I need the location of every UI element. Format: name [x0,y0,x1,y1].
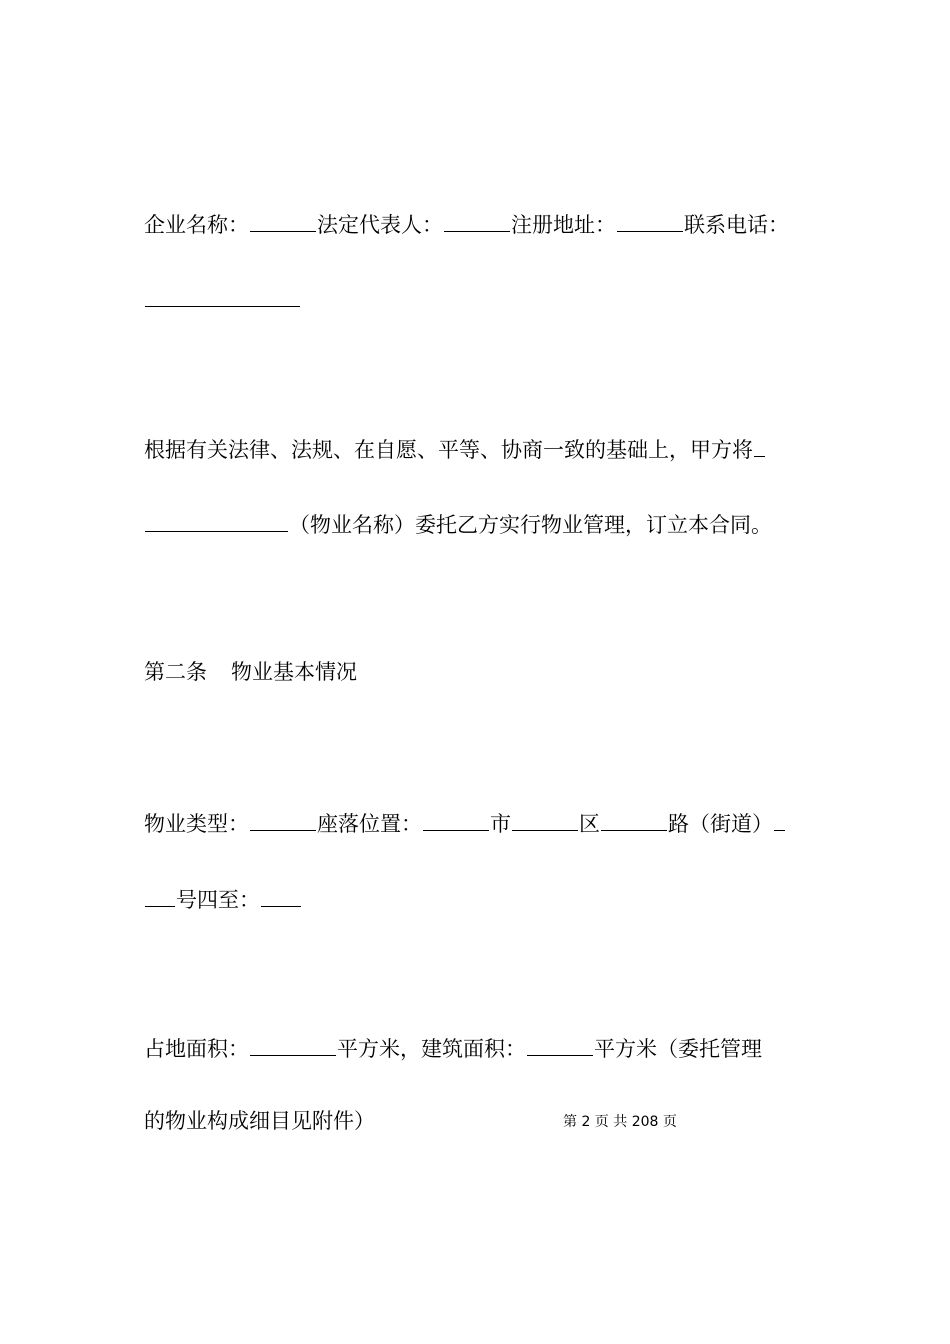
property-location-line [144,808,786,838]
number-label: 号四至： [176,888,260,912]
district-label: 区 [579,812,600,836]
property-type-blank [250,808,316,831]
article-title: 物业基本情况 [231,660,357,684]
land-area-blank [250,1033,336,1056]
legal-rep-blank [444,209,510,232]
property-name-blank [145,509,288,532]
phone-blank [145,284,300,307]
property-type-label: 物业类型： [144,812,249,836]
preamble-line-2 [144,509,772,539]
street-number-blank-start [774,808,785,831]
building-area-blank [527,1033,593,1056]
street-number-blank [145,884,175,907]
road-blank [601,808,667,831]
street-number-line [144,884,302,914]
company-name-label: 企业名称： [144,213,249,237]
address-blank [617,209,683,232]
article-number: 第二条 [144,660,207,684]
phone-blank-line [144,284,301,314]
article-2-heading [144,658,357,686]
district-blank [512,808,578,831]
property-name-blank-start [754,434,765,457]
city-blank [423,808,489,831]
sqm-entrusted-label: 平方米（委托管理 [594,1037,762,1061]
party-b-info-line [144,209,789,239]
preamble-text-1: 根据有关法律、法规、在自愿、平等、协商一致的基础上，甲方将 [144,438,753,462]
boundaries-blank [261,884,301,907]
preamble-text-2: （物业名称）委托乙方实行物业管理，订立本合同。 [289,513,772,537]
appendix-line [144,1107,375,1135]
location-label: 座落位置： [317,812,422,836]
company-name-blank [250,209,316,232]
preamble-line-1 [144,434,766,464]
city-label: 市 [490,812,511,836]
page-indicator: 第 2 页 共 208 页 [563,1114,677,1130]
land-area-label: 占地面积： [144,1037,249,1061]
appendix-note: 的物业构成细目见附件） [144,1109,375,1133]
area-line [144,1033,762,1063]
legal-rep-label: 法定代表人： [317,213,443,237]
sqm-building-area-label: 平方米，建筑面积： [337,1037,526,1061]
road-label: 路（街道） [668,812,773,836]
address-label: 注册地址： [511,213,616,237]
phone-label: 联系电话： [684,213,789,237]
